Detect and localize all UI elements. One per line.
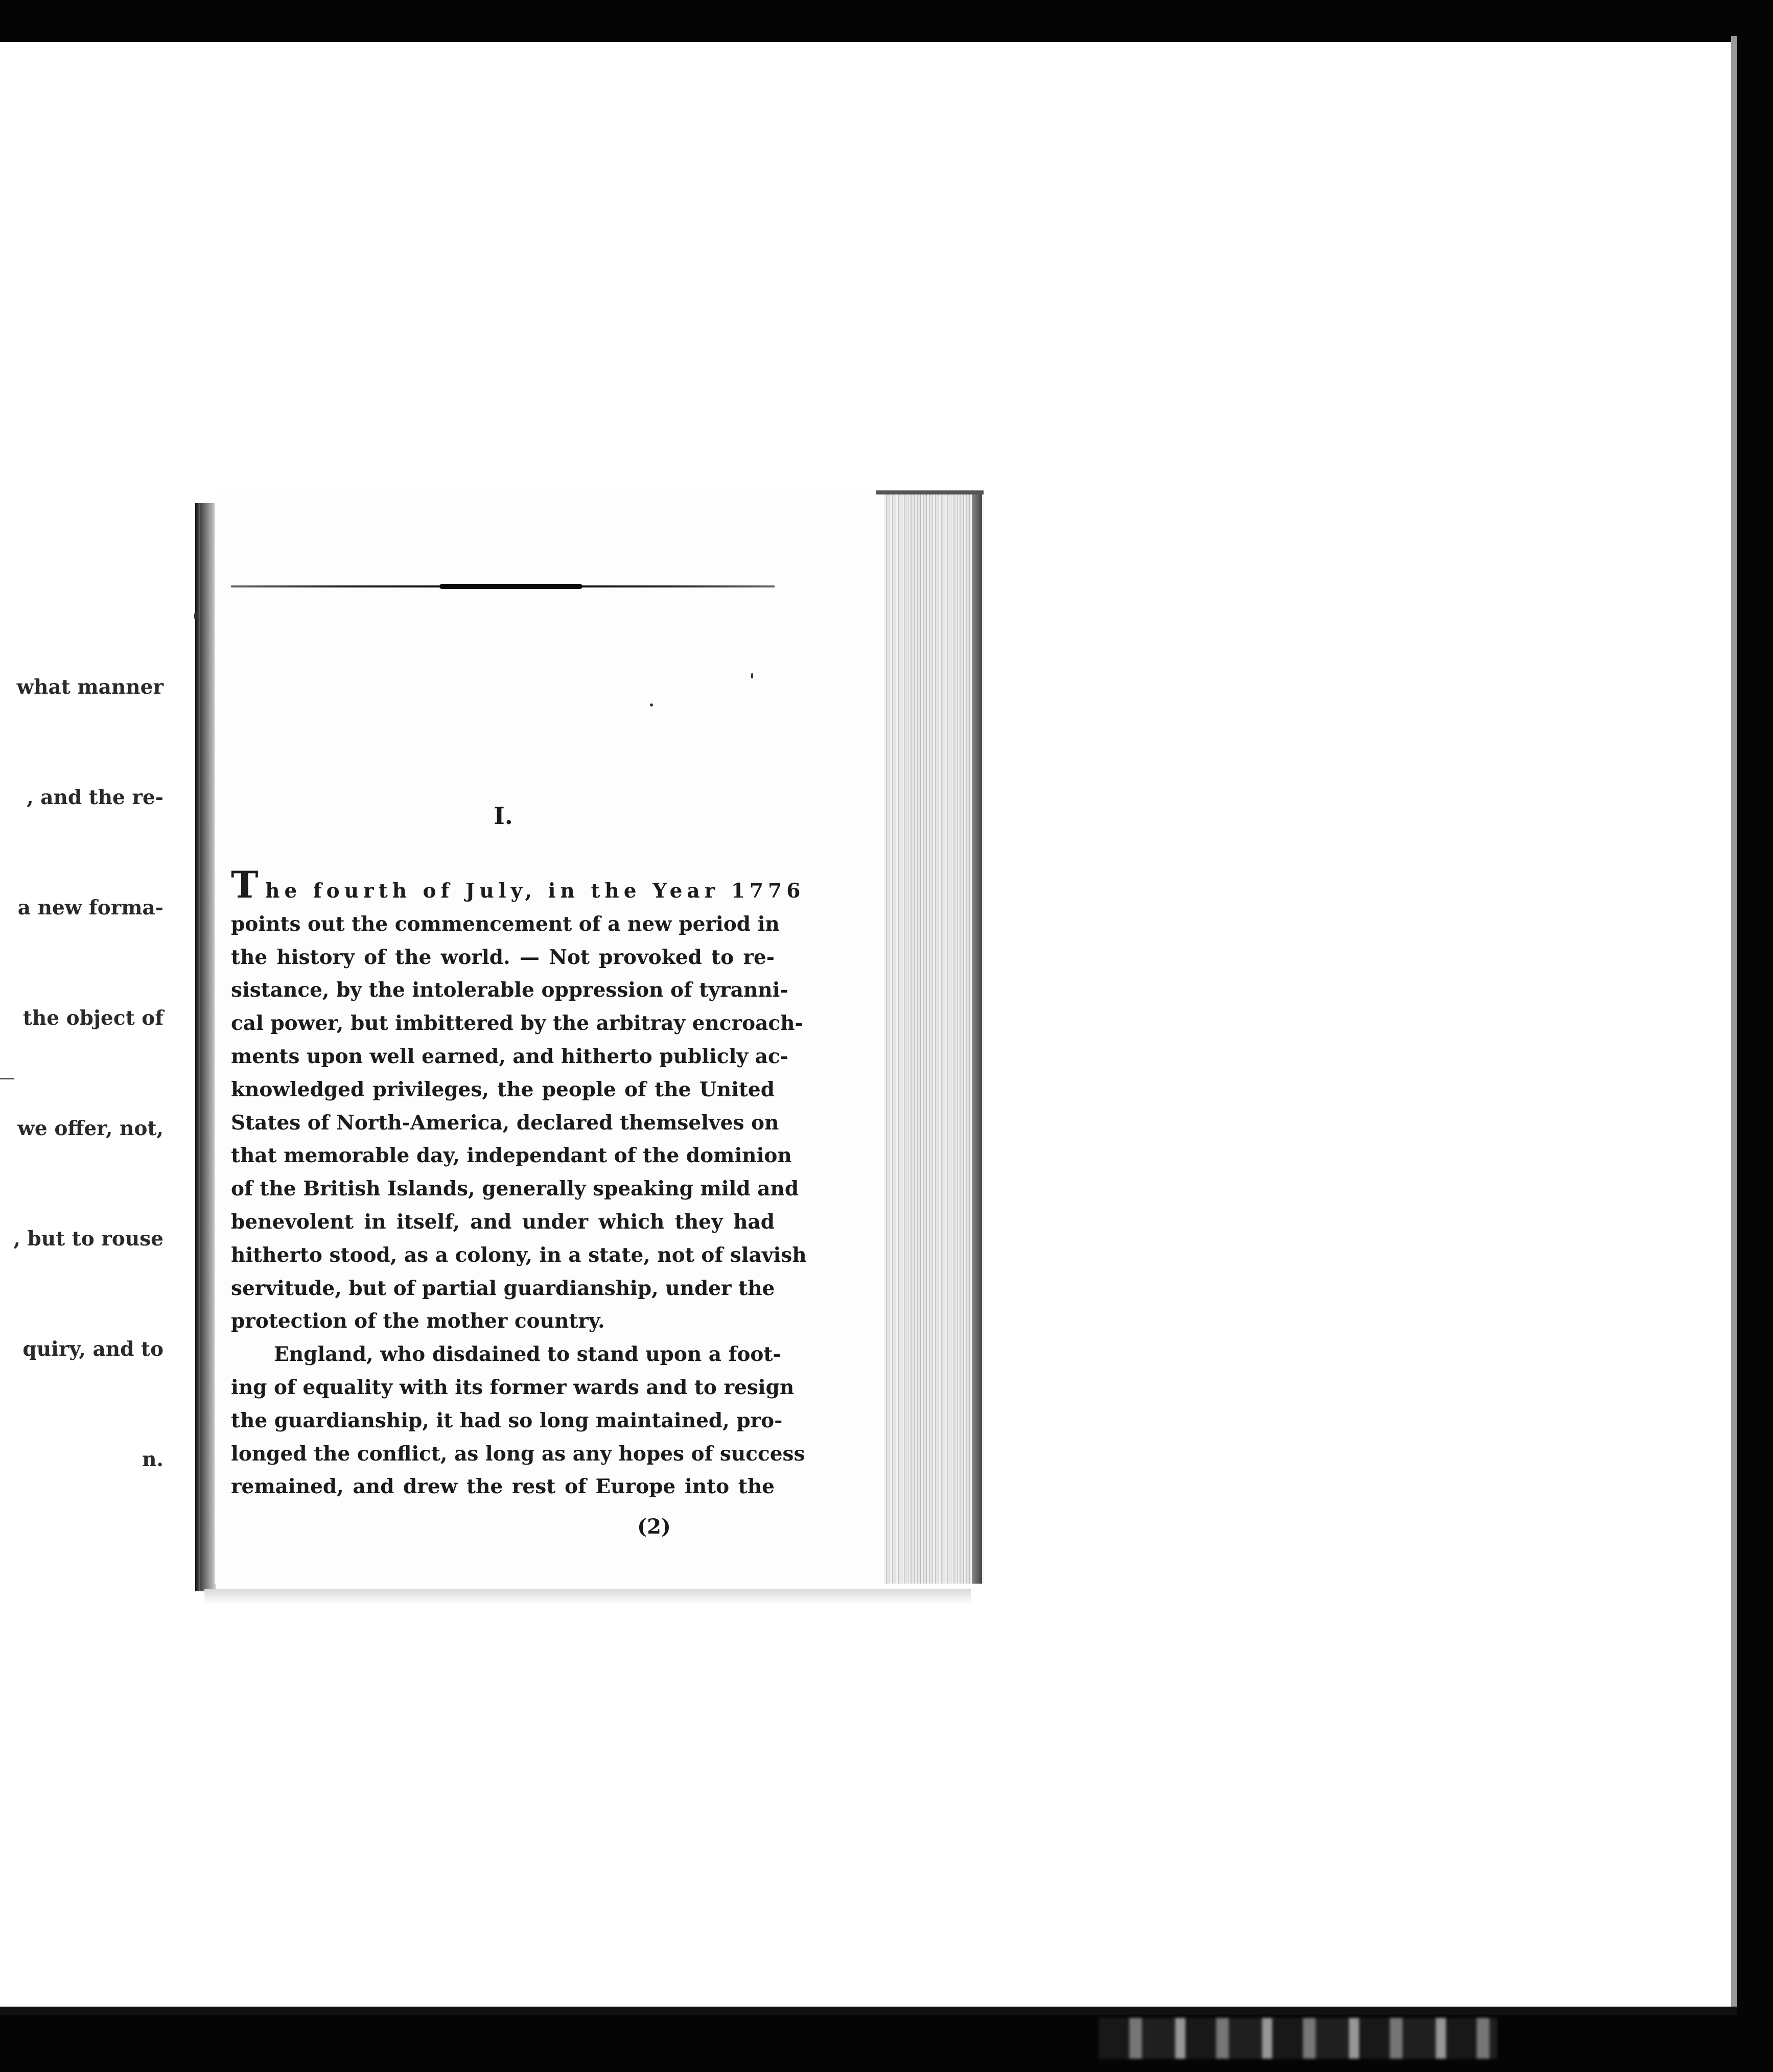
film-frame-bottom-blur [1099, 2018, 1497, 2059]
text-line: England, who disdained to stand upon a foot- [274, 1343, 781, 1367]
text-line: remained, and drew the rest of Europe into the [231, 1475, 775, 1499]
text-line: States of North-America, declared themselves on [231, 1111, 779, 1135]
gutter-shadow [200, 503, 216, 1591]
text-line: the history of the world. — Not provoked to re- [231, 945, 775, 969]
text-line: of the British Islands, generally speaking mild and [231, 1177, 799, 1201]
body-text [231, 863, 807, 1503]
text-line: points out the commencement of a new period in [231, 912, 780, 936]
page-bottom-shadow [204, 1589, 971, 1604]
opening-line [231, 863, 805, 908]
header-rule-ornament [439, 584, 582, 589]
page-edge-stack [884, 493, 984, 1584]
text-line: ments upon well earned, and hitherto publicly ac- [231, 1044, 788, 1068]
text-line: benevolent in itself, and under which they had [231, 1210, 775, 1234]
ink-speck [194, 613, 197, 619]
drop-cap: T [231, 863, 259, 906]
left-page-line: n. [142, 1448, 164, 1471]
page-number: (2) [637, 1515, 671, 1539]
left-page-line: a new forma- [17, 896, 164, 920]
left-page-line: quiry, and to [22, 1337, 164, 1361]
left-page-line: what manner [16, 675, 164, 699]
left-page-line: we offer, not, [17, 1117, 164, 1140]
text-line: the guardianship, it had so long maintained, pro- [231, 1408, 783, 1432]
text-line: that memorable day, independant of the dominion [231, 1144, 792, 1168]
chapter-numeral: I. [494, 802, 513, 830]
left-page-dash [0, 1078, 14, 1079]
text-line: cal power, but imbittered by the arbitray encroach- [231, 1011, 803, 1035]
text-line: knowledged privileges, the people of the United [231, 1077, 775, 1101]
book-gutter [195, 503, 200, 1591]
left-page-line: , but to rouse [13, 1227, 164, 1251]
film-frame-right [1737, 0, 1773, 2072]
film-frame-bottom [0, 2015, 1773, 2072]
left-page-line: the object of [22, 1006, 164, 1030]
opening-phrase: he fourth of July, in the Year 1776 [265, 879, 805, 903]
text-line: sistance, by the intolerable oppression of tyranni- [231, 978, 788, 1002]
page-edge-top [876, 490, 984, 495]
text-line: hitherto stood, as a colony, in a state, not of slavish [231, 1243, 807, 1267]
text-line: longed the conflict, as long as any hopes of success [231, 1442, 805, 1466]
ink-speck [751, 673, 753, 678]
left-page-line: , and the re- [27, 786, 164, 809]
text-line: servitude, but of partial guardianship, under the [231, 1276, 775, 1300]
text-line: protection of the mother country. [231, 1309, 605, 1333]
text-line: ing of equality with its former wards and to resign [231, 1375, 795, 1399]
ink-speck [650, 703, 653, 707]
left-page-text [0, 595, 164, 1551]
page-edge-shadow [972, 493, 982, 1584]
film-frame-bottom-line [0, 2007, 1737, 2016]
left-page-fragment [0, 503, 199, 1591]
film-frame-top [0, 0, 1773, 42]
